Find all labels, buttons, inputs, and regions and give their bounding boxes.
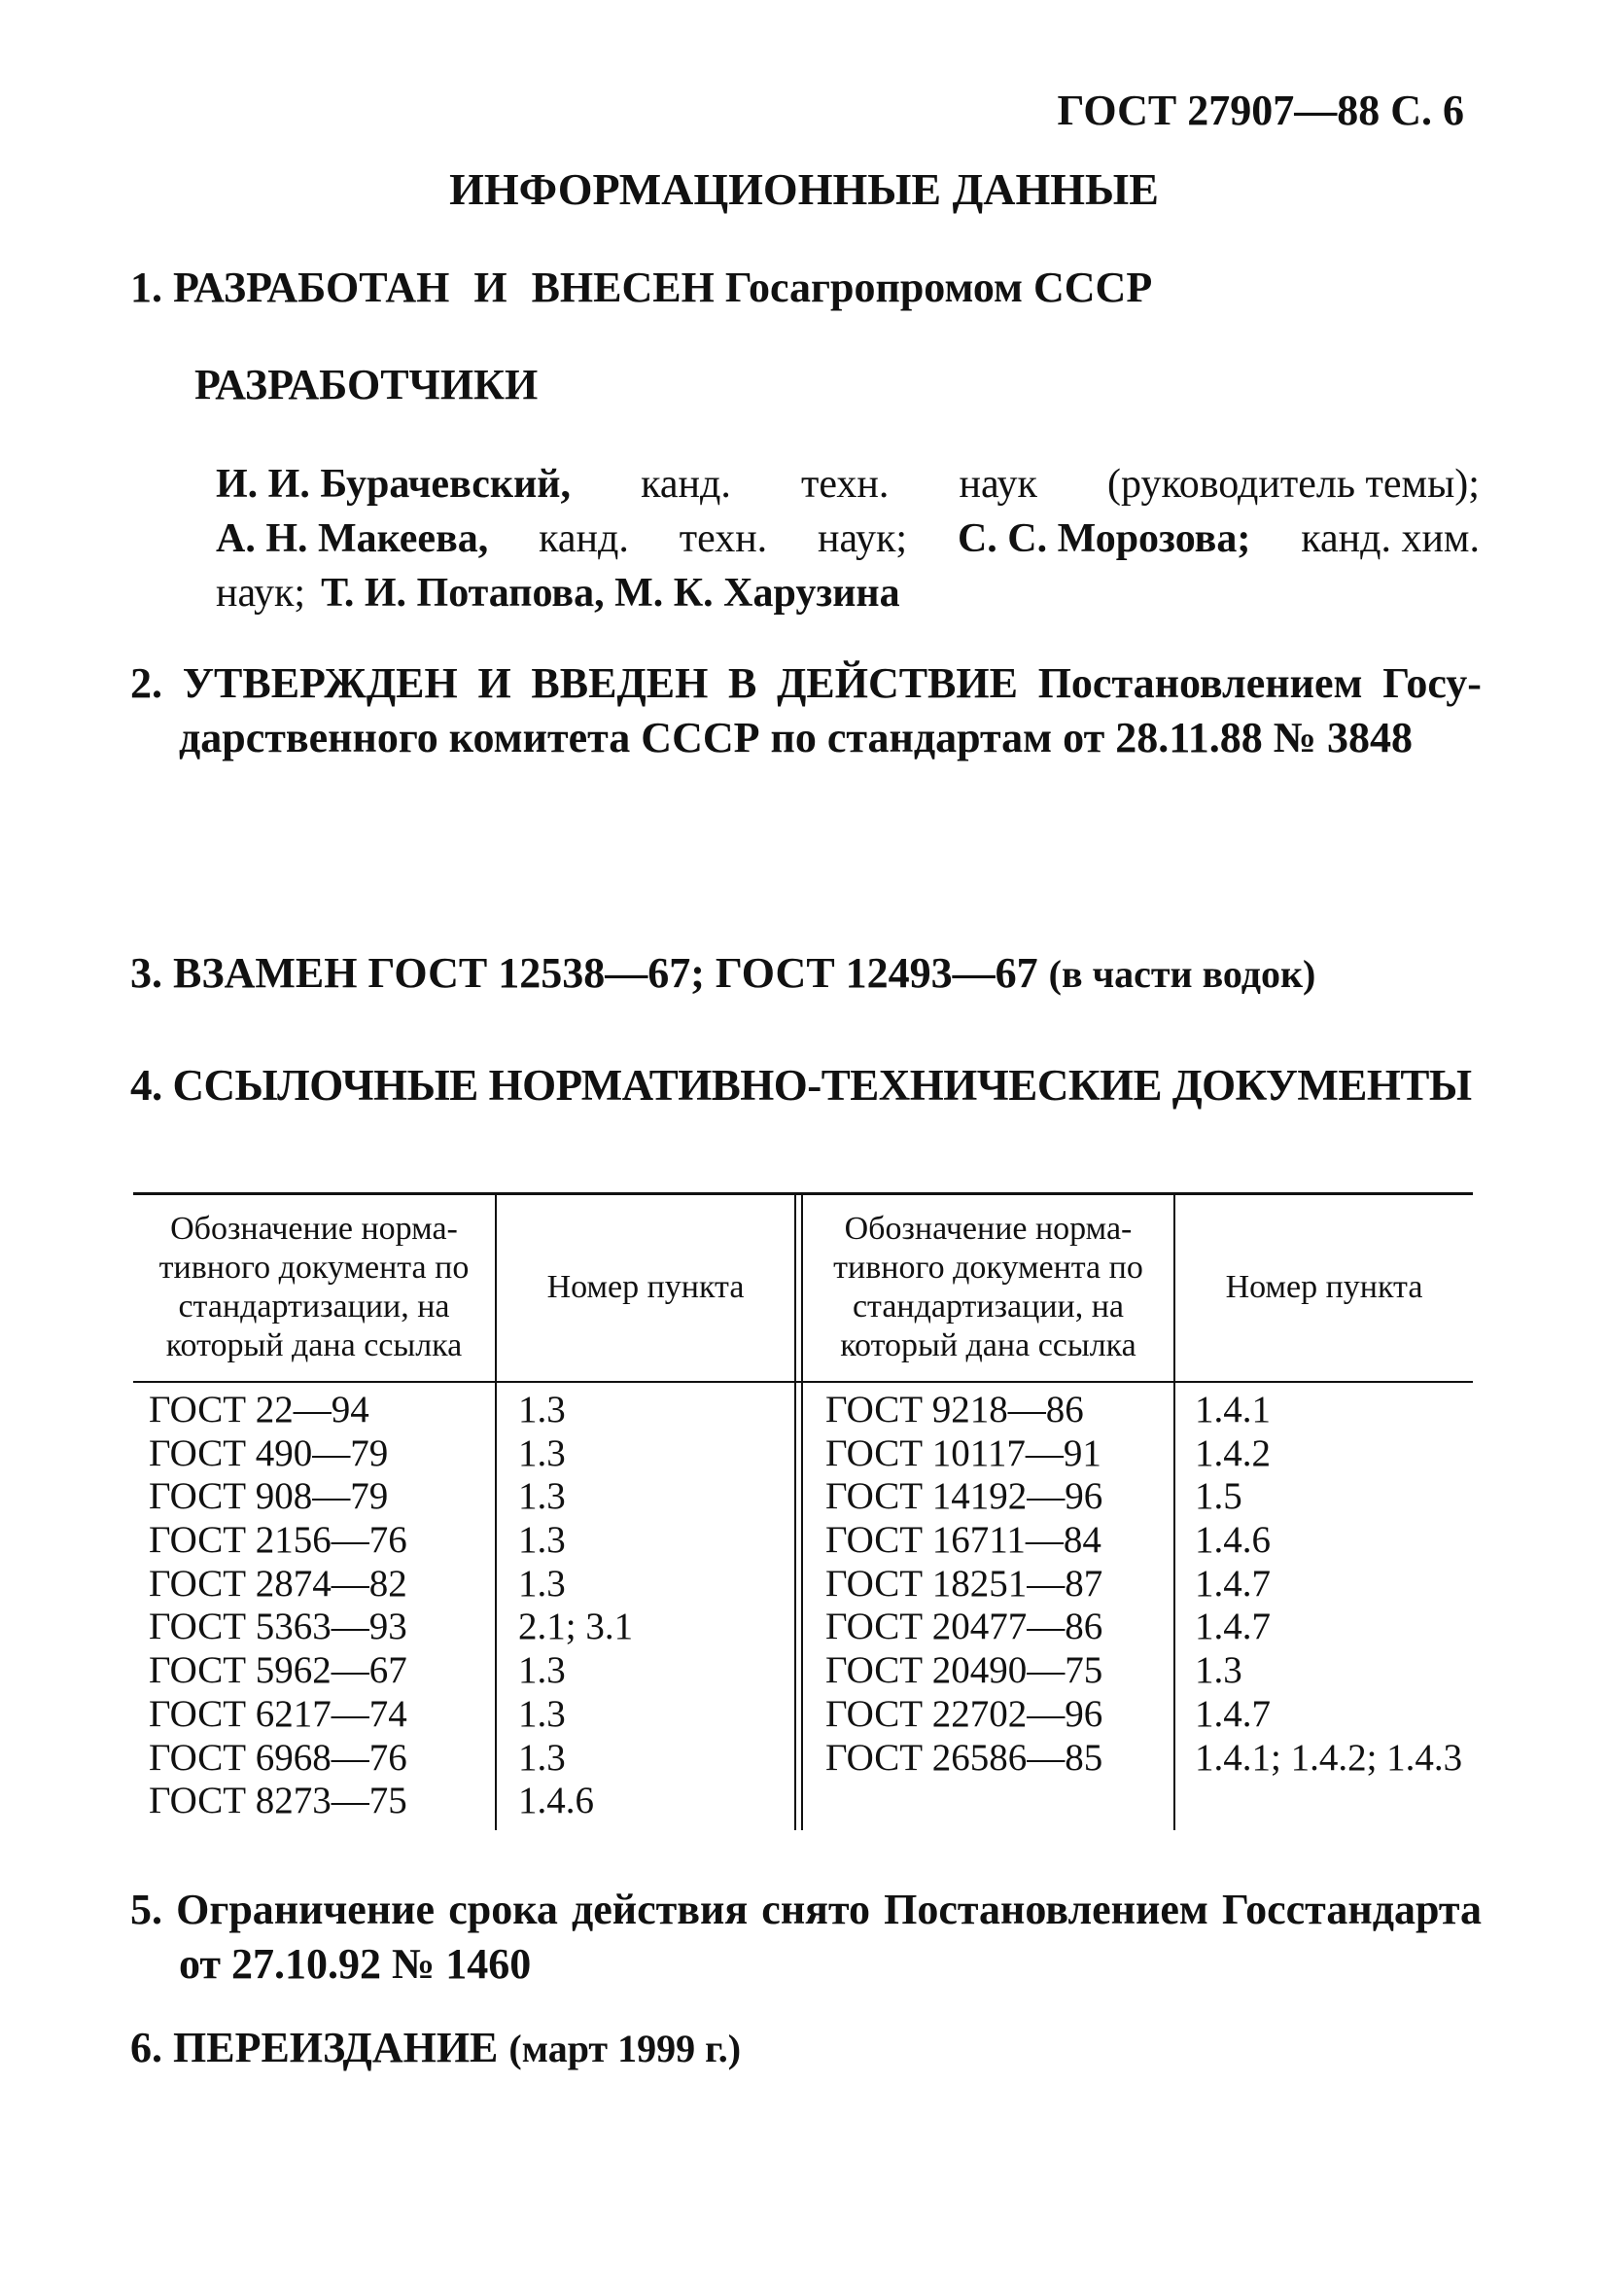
right-docs-column bbox=[825, 1389, 1102, 1780]
table-cell: ГОСТ 8273—75 bbox=[149, 1780, 407, 1822]
developer-text: наук bbox=[959, 462, 1037, 507]
table-cell: ГОСТ 18251—87 bbox=[825, 1562, 1103, 1605]
table-cell: ГОСТ 5962—67 bbox=[149, 1649, 407, 1692]
section-3-note: (в части водок) bbox=[1048, 952, 1316, 996]
left-docs-column bbox=[149, 1389, 407, 1823]
table-cell: 1.4.7 bbox=[1195, 1692, 1271, 1735]
section-5 bbox=[130, 1883, 1482, 1992]
table-cell: ГОСТ 6968—76 bbox=[149, 1736, 407, 1779]
section-2-word: ВВЕДЕН bbox=[531, 659, 709, 707]
section-2-word: УТВЕРЖДЕН bbox=[182, 659, 458, 707]
section-2-line-1 bbox=[130, 656, 1482, 711]
section-2-word: Постановлением bbox=[1037, 659, 1363, 707]
table-cell: ГОСТ 20490—75 bbox=[825, 1649, 1103, 1692]
developer-text: (руководитель темы); bbox=[1107, 462, 1480, 507]
section-5-word: действия bbox=[571, 1886, 749, 1933]
section-3 bbox=[130, 948, 1315, 998]
section-4: 4. ССЫЛОЧНЫЕ НОРМАТИВНО-ТЕХНИЧЕСКИЕ ДОКУМЕНТЫ bbox=[130, 1061, 1472, 1110]
section-2-word: В bbox=[728, 659, 757, 707]
table-cell: ГОСТ 908—79 bbox=[149, 1475, 389, 1518]
table-cell: ГОСТ 20477—86 bbox=[825, 1606, 1103, 1648]
header-item-left: Номер пункта bbox=[546, 1269, 745, 1305]
right-items-column bbox=[1195, 1389, 1462, 1780]
page-title: ИНФОРМАЦИОННЫЕ ДАННЫЕ bbox=[449, 164, 1159, 214]
section-5-line-2: от 27.10.92 № 1460 bbox=[179, 1940, 532, 1988]
left-items-column bbox=[518, 1389, 633, 1823]
developer-name: Т. И. Потапова, М. К. Харузина bbox=[321, 571, 900, 616]
table-cell: ГОСТ 22702—96 bbox=[825, 1692, 1103, 1735]
table-cell: ГОСТ 9218—86 bbox=[825, 1389, 1084, 1431]
table-cell: 1.3 bbox=[518, 1562, 566, 1605]
section-1-number: 1. bbox=[130, 264, 162, 311]
header-item-right: Номер пункта bbox=[1225, 1269, 1423, 1305]
developers-line-3 bbox=[216, 566, 1480, 620]
table-cell: 1.4.1; 1.4.2; 1.4.3 bbox=[1195, 1736, 1463, 1779]
section-2 bbox=[130, 656, 1482, 765]
table-cell: ГОСТ 2874—82 bbox=[149, 1562, 407, 1605]
section-2-word: ДЕЙСТВИЕ bbox=[777, 659, 1018, 707]
section-5-word: Госстандарта bbox=[1222, 1886, 1482, 1933]
table-double-rule bbox=[801, 1192, 803, 1830]
section-2-word: И bbox=[477, 659, 511, 707]
page-header: ГОСТ 27907—88 С. 6 bbox=[1057, 87, 1464, 134]
table-cell: ГОСТ 10117—91 bbox=[825, 1431, 1101, 1474]
developers-line-1 bbox=[216, 457, 1480, 512]
table-cell: 1.3 bbox=[518, 1692, 566, 1735]
developer-text: наук; bbox=[818, 516, 908, 561]
section-5-word: Постановлением bbox=[884, 1886, 1208, 1933]
table-cell: ГОСТ 26586—85 bbox=[825, 1736, 1103, 1779]
table-cell: 1.3 bbox=[518, 1389, 566, 1431]
section-6 bbox=[130, 2023, 741, 2072]
developer-text: наук; bbox=[216, 571, 306, 616]
table-cell: ГОСТ 2156—76 bbox=[149, 1519, 407, 1562]
table-cell: 1.3 bbox=[518, 1736, 566, 1779]
table-cell: 2.1; 3.1 bbox=[518, 1606, 634, 1648]
developer-text: канд. bbox=[641, 462, 731, 507]
table-cell: 1.5 bbox=[1195, 1475, 1242, 1518]
section-5-word: снято bbox=[761, 1886, 871, 1933]
developer-text: техн. bbox=[679, 516, 768, 561]
table-cell: 1.4.7 bbox=[1195, 1606, 1271, 1648]
section-6-text: 6. ПЕРЕИЗДАНИЕ bbox=[130, 2024, 499, 2071]
section-1-org: Госагропромом СССР bbox=[724, 264, 1153, 311]
reference-table bbox=[133, 1192, 1473, 1830]
developer-name: И. И. Бурачевский, bbox=[216, 462, 571, 507]
developers-list bbox=[216, 457, 1480, 620]
table-cell: 1.4.6 bbox=[518, 1780, 594, 1822]
table-double-rule bbox=[794, 1192, 796, 1830]
section-3-text: 3. ВЗАМЕН ГОСТ 12538—67; ГОСТ 12493—67 bbox=[130, 949, 1038, 997]
table-cell: 1.3 bbox=[518, 1649, 566, 1692]
developers-heading: РАЗРАБОТЧИКИ bbox=[194, 361, 539, 408]
header-designation-left: Обозначение норма-тивного документа по стандартизации, на который дана ссылка bbox=[158, 1211, 470, 1363]
table-cell: 1.4.2 bbox=[1195, 1431, 1271, 1474]
table-cell: ГОСТ 6217—74 bbox=[149, 1692, 407, 1735]
section-1-lead: РАЗРАБОТАН И ВНЕСЕН bbox=[173, 264, 715, 311]
table-cell: 1.4.6 bbox=[1195, 1519, 1271, 1562]
table-column-rule bbox=[1173, 1192, 1175, 1830]
section-2-number: 2. bbox=[130, 659, 162, 707]
section-5-word: Ограничение bbox=[176, 1886, 436, 1933]
table-cell: 1.3 bbox=[518, 1519, 566, 1562]
section-2-word: Госу- bbox=[1382, 659, 1482, 707]
section-5-word: срока bbox=[448, 1886, 558, 1933]
table-cell: ГОСТ 22—94 bbox=[149, 1389, 369, 1431]
table-cell: 1.3 bbox=[1195, 1649, 1242, 1692]
developer-text: канд. хим. bbox=[1301, 516, 1480, 561]
section-5-number: 5. bbox=[130, 1886, 162, 1933]
table-cell: ГОСТ 490—79 bbox=[149, 1431, 389, 1474]
table-cell: 1.3 bbox=[518, 1475, 566, 1518]
table-cell: ГОСТ 16711—84 bbox=[825, 1519, 1101, 1562]
table-cell: ГОСТ 5363—93 bbox=[149, 1606, 407, 1648]
header-designation-right: Обозначение норма-тивного документа по стандартизации, на который дана ссылка bbox=[833, 1211, 1143, 1363]
developer-name: А. Н. Макеева, bbox=[216, 516, 489, 561]
section-5-line-1 bbox=[130, 1883, 1482, 1937]
table-column-rule bbox=[495, 1192, 497, 1830]
section-2-line-2: дарственного комитета СССР по стандартам от 28.11.88 № 3848 bbox=[179, 714, 1413, 761]
table-top-rule bbox=[133, 1192, 1473, 1195]
table-cell: 1.4.1 bbox=[1195, 1389, 1271, 1431]
table-header-rule bbox=[133, 1381, 1473, 1383]
developer-text: техн. bbox=[800, 462, 890, 507]
table-cell: 1.3 bbox=[518, 1431, 566, 1474]
developer-name: С. С. Морозова; bbox=[957, 516, 1251, 561]
developers-line-2 bbox=[216, 512, 1480, 566]
table-cell: 1.4.7 bbox=[1195, 1562, 1271, 1605]
section-6-note: (март 1999 г.) bbox=[508, 2027, 742, 2070]
section-1 bbox=[130, 263, 1152, 312]
developer-text: канд. bbox=[539, 516, 629, 561]
table-cell: ГОСТ 14192—96 bbox=[825, 1475, 1103, 1518]
